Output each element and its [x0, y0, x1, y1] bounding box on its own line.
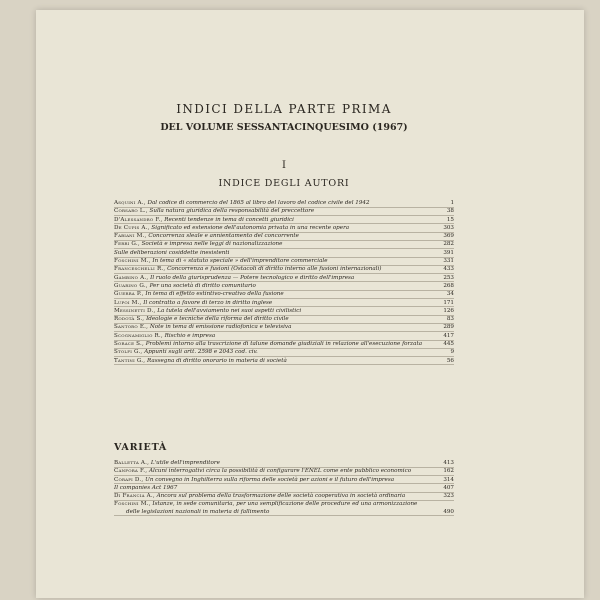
varieta-heading: VARIETÀ — [114, 442, 168, 453]
entry-author: Messinetti D., — [114, 307, 156, 314]
entry-title: Un convegno in Inghilterra sulla riforma delle società per azioni e il futuro dell'impresa — [145, 476, 395, 483]
entry-author: D'Alessandro F., — [114, 216, 163, 223]
authors-index-list — [114, 200, 454, 366]
index-entry — [114, 477, 454, 484]
entry-page-number: 253 — [443, 274, 454, 281]
entry-page-number: 303 — [443, 224, 454, 231]
entry-page-number: 15 — [446, 216, 454, 223]
index-entry — [114, 225, 454, 232]
authors-index-heading: INDICE DEGLI AUTORI — [218, 178, 350, 189]
index-entry — [114, 460, 454, 467]
entry-page-number: 1 — [450, 200, 454, 206]
index-entry — [114, 308, 454, 315]
entry-page-number: 413 — [443, 460, 454, 466]
index-entry — [114, 468, 454, 475]
entry-title: Ideologie e tecniche della riforma del diritto civile — [146, 316, 289, 323]
entry-title: Concorrenza sleale e annientamento del concorrente — [148, 233, 299, 240]
entry-author: De Cupis A., — [114, 224, 150, 231]
entry-title: Per una società di diritto comunitario — [149, 282, 256, 289]
entry-title: Dal codice di commercio del 1865 al libro del lavoro del codice civile del 1942 — [147, 200, 370, 206]
entry-author: Fabiani M., — [114, 233, 147, 240]
entry-author: Foschini M., — [114, 501, 151, 508]
entry-author: Tantini G., — [114, 357, 146, 364]
index-entry — [114, 485, 454, 492]
entry-author: Corapi D., — [114, 476, 144, 483]
entry-title: Concorrenza e fusioni (Ostacoli di diritto interno alle fusioni internazionali) — [167, 266, 382, 273]
entry-author: Balletta A., — [114, 460, 150, 466]
entry-page-number: 323 — [443, 493, 454, 500]
entry-title: Il companies Act 1967 — [114, 484, 178, 491]
entry-page-number: 126 — [443, 307, 454, 314]
index-entry — [114, 349, 454, 356]
entry-author: Di Francia A., — [114, 493, 155, 500]
entry-title: Alcuni interrogativi circa la possibilità di configurare l'ENEL come ente pubblico economico — [148, 468, 412, 475]
entry-page-number: 314 — [443, 476, 454, 483]
entry-title: Sulle deliberazioni cosiddette inesistenti — [114, 249, 230, 256]
entry-author: Rodotà S., — [114, 316, 145, 323]
entry-title: Significato ed estensione dell'autonomia privata in una recente opera — [151, 224, 350, 231]
entry-title: Rassegna di diritto onorario in materia di società — [147, 357, 287, 364]
entry-page-number: 369 — [443, 233, 454, 240]
index-entry — [114, 250, 454, 257]
index-entry — [114, 208, 454, 215]
entry-author: Franceschelli R., — [114, 266, 166, 273]
entry-title: Appunti sugli artt. 2598 e 2043 cod. civ. — [144, 349, 258, 356]
entry-title: Recenti tendenze in tema di concetti giuridici — [164, 216, 294, 223]
index-entry — [114, 316, 454, 323]
section-numeral: I — [282, 160, 286, 171]
entry-page-number: 407 — [443, 484, 454, 491]
index-entry — [114, 291, 454, 298]
entry-author: Santoro E., — [114, 324, 149, 331]
entry-title: Rischio e impresa — [164, 332, 216, 339]
entry-page-number: 56 — [446, 357, 454, 364]
index-entry — [114, 300, 454, 307]
entry-author: Canfora F., — [114, 468, 148, 475]
index-entry — [114, 266, 454, 273]
index-entry — [114, 275, 454, 282]
index-entry — [114, 233, 454, 240]
index-entry — [114, 200, 454, 207]
page-subtitle: DEL VOLUME SESSANTACINQUESIMO (1967) — [160, 122, 408, 133]
entry-page-number: 9 — [450, 349, 454, 356]
index-entry — [114, 341, 454, 348]
entry-title: Istanze, in sede comunitaria, per una semplificazione delle procedure ed una armonizzazione delle legislazioni nazionali in materia di fallimento — [126, 501, 418, 515]
entry-page-number: 289 — [443, 324, 454, 331]
index-entry — [114, 324, 454, 331]
entry-page-number: 38 — [446, 208, 454, 215]
index-entry — [114, 333, 454, 340]
entry-page-number: 490 — [443, 508, 454, 515]
entry-author: Gambino A., — [114, 274, 149, 281]
entry-title: Problemi intorno alla trascrizione di talune domande giudiziali in relazione all'esecuzione forzata — [145, 341, 423, 348]
entry-title: In tema di effetto estintivo-creativo della fusione — [145, 291, 284, 298]
entry-page-number: 162 — [443, 468, 454, 475]
entry-title: Il ruolo della giurisprudenza — Potere tecnologico e diritto dell'impresa — [150, 274, 355, 281]
index-entry — [114, 217, 454, 224]
index-entry — [114, 258, 454, 265]
entry-title: Note in tema di emissione radiofonica e televisiva — [149, 324, 292, 331]
entry-title: Società e impresa nelle leggi di nazionalizzazione — [141, 241, 283, 248]
entry-title: La tutela dell'avviamento nei suoi aspetti civilistici — [157, 307, 302, 314]
entry-author: Scognamiglio R., — [114, 332, 163, 339]
index-entry — [114, 493, 454, 500]
entry-title: Il contratto a favore di terzo in diritto inglese — [143, 299, 273, 306]
entry-author: Foschini M., — [114, 258, 151, 265]
entry-page-number: 417 — [443, 332, 454, 339]
entry-author: Asquini A., — [114, 200, 146, 206]
entry-author: Guarino G., — [114, 282, 148, 289]
index-entry — [114, 501, 454, 515]
entry-page-number: 445 — [443, 341, 454, 348]
index-entry — [114, 358, 454, 365]
entry-title: Sulla natura giuridica della responsabilità del preccettore — [149, 208, 315, 215]
entry-title: In tema di « statuto speciale » dell'imprenditore commerciale — [152, 258, 328, 265]
entry-author: Ferri G., — [114, 241, 140, 248]
book-page — [36, 10, 584, 598]
entry-title: Ancora sul problema della trasformazione delle società cooperativa in società ordinaria — [156, 493, 406, 500]
entry-page-number: 331 — [443, 258, 454, 265]
entry-page-number: 171 — [443, 299, 454, 306]
index-entry — [114, 283, 454, 290]
entry-author: Corsaro L., — [114, 208, 148, 215]
entry-author: Sorace S., — [114, 341, 144, 348]
index-entry — [114, 241, 454, 248]
entry-page-number: 282 — [443, 241, 454, 248]
entry-author: Guerra P., — [114, 291, 144, 298]
entry-page-number: 83 — [446, 316, 454, 323]
entry-page-number: 268 — [443, 282, 454, 289]
entry-author: Lupoi M., — [114, 299, 142, 306]
entry-author: Stolfi G., — [114, 349, 143, 356]
varieta-list — [114, 460, 454, 517]
entry-page-number: 34 — [446, 291, 454, 298]
entry-page-number: 433 — [443, 266, 454, 273]
page-title: INDICI DELLA PARTE PRIMA — [176, 102, 392, 116]
entry-title: L'utile dell'imprenditore — [150, 460, 220, 466]
entry-page-number: 391 — [443, 249, 454, 256]
